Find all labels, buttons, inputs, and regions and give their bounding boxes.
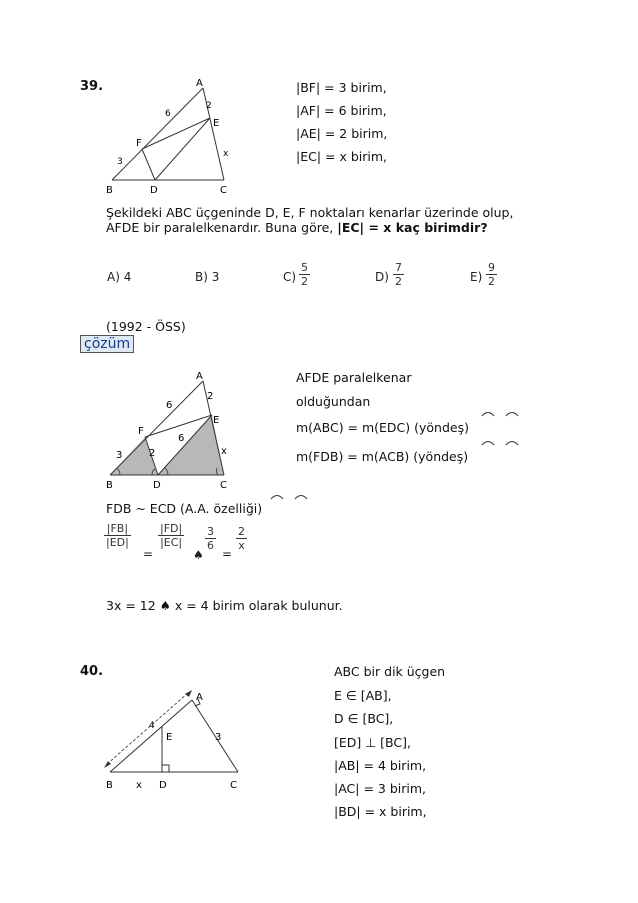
q39-text-question: |EC| = x kaç birimdir? [337, 220, 488, 235]
sol-label-f: F [138, 426, 144, 437]
q39-option-e-num: 9 [488, 261, 495, 274]
q39-source: (1992 - ÖSS) [106, 319, 186, 334]
solution-similarity: FDB ~ ECD (A.A. özelliği) [106, 501, 263, 516]
question-39-number: 39. [80, 79, 104, 94]
q39-option-c-den: 2 [301, 275, 308, 288]
solution-line-2: olduğundan [296, 394, 371, 409]
solution-line-3: m(ABC) = m(EDC) (yöndeş) [296, 420, 469, 435]
q39-option-d-num: 7 [395, 261, 402, 274]
q39-option-e-prefix: E) [470, 270, 483, 284]
solution-figure [100, 365, 250, 491]
q39-option-c-num: 5 [301, 261, 308, 274]
sol-label-c: C [220, 480, 227, 491]
q40-given-5: |AB| = 4 birim, [334, 758, 427, 773]
q39-label-f: F [136, 138, 142, 149]
sol-label-e: E [213, 415, 220, 426]
q39-given-ec: |EC| = x birim, [296, 149, 388, 164]
q40-len-bd: x [136, 780, 142, 791]
q39-label-a: A [196, 78, 203, 89]
q39-text-line2-plain: AFDE bir paralelkenardır. Buna göre, [106, 220, 338, 235]
q39-option-d-fraction [393, 261, 404, 288]
ratio-spade: ♠ [193, 548, 204, 562]
q39-option-e-den: 2 [488, 275, 495, 288]
question-40-number: 40. [80, 664, 104, 679]
cozum-label: çözüm [80, 335, 134, 353]
q40-given-2: E ∈ [AB], [334, 688, 392, 703]
ratio-fd: |FD| [160, 522, 183, 535]
q39-given-bf: |BF| = 3 birim, [296, 80, 387, 95]
ratio-fraction-2 [158, 522, 184, 549]
q40-figure [100, 684, 250, 794]
q40-given-6: |AC| = 3 birim, [334, 781, 426, 796]
q39-option-a: A) 4 [107, 270, 132, 284]
ratio-ed: |ED| [106, 536, 129, 549]
sol-len-ae: 2 [207, 391, 214, 402]
solution-line-1: AFDE paralelkenar [296, 370, 412, 385]
sol-len-ec: x [221, 446, 227, 457]
q40-given-7: |BD| = x birim, [334, 804, 427, 819]
ratio-fraction-4 [236, 525, 247, 552]
q39-label-c: C [220, 185, 227, 196]
q40-label-e: E [166, 732, 173, 743]
q39-given-ae: |AE| = 2 birim, [296, 126, 388, 141]
q39-figure [100, 72, 250, 196]
ratio-fraction-1 [104, 522, 131, 549]
q40-label-a: A [196, 692, 203, 703]
sol-label-a: A [196, 371, 203, 382]
q39-option-c-fraction [299, 261, 310, 288]
q40-label-b: B [106, 780, 113, 791]
q39-option-d-prefix: D) [375, 270, 389, 284]
q39-label-b: B [106, 185, 113, 196]
ratio-x: x [238, 539, 245, 552]
q40-label-d: D [159, 780, 167, 791]
q39-len-ae: 2 [206, 101, 212, 111]
q39-len-bf: 3 [117, 157, 123, 167]
ratio-6: 6 [207, 539, 214, 552]
sol-len-fd: 6 [178, 433, 185, 444]
q40-given-1: ABC bir dik üçgen [334, 664, 446, 679]
q40-label-c: C [230, 780, 237, 791]
q39-option-d-den: 2 [395, 275, 402, 288]
q40-given-4: [ED] ⊥ [BC], [334, 735, 411, 750]
q39-option-e-fraction [486, 261, 497, 288]
angle-hat-marks-1 [480, 408, 528, 418]
q39-option-b: B) 3 [195, 270, 220, 284]
ratio-fraction-3 [205, 525, 216, 552]
q39-option-c-prefix: C) [283, 270, 297, 284]
ratio-fb: |FB| [104, 522, 131, 536]
q39-text-line2 [106, 220, 488, 235]
sol-len-bf: 3 [116, 450, 123, 461]
sol-label-d: D [153, 480, 161, 491]
sol-label-b: B [106, 480, 113, 491]
q39-label-e: E [213, 118, 220, 129]
q39-option-e [470, 270, 482, 284]
angle-hat-marks-3 [269, 491, 317, 501]
q39-label-d: D [150, 185, 158, 196]
q39-given-af: |AF| = 6 birim, [296, 103, 387, 118]
solution-result: 3x = 12 ♠ x = 4 birim olarak bulunur. [106, 598, 343, 613]
angle-hat-marks-2 [480, 437, 528, 447]
solution-line-4: m(FDB) = m(ACB) (yöndeş) [296, 449, 469, 464]
q40-len-ac: 3 [215, 732, 222, 743]
ratio-eq-2: = [222, 547, 233, 561]
ratio-2: 2 [238, 525, 245, 538]
q39-len-af: 6 [165, 109, 171, 119]
sol-len-de: 2 [149, 448, 156, 459]
sol-len-af: 6 [166, 400, 173, 411]
q39-len-ec: x [223, 149, 229, 159]
q39-option-c [283, 270, 296, 284]
ratio-3: 3 [207, 525, 214, 538]
q39-option-d [375, 270, 389, 284]
q40-given-3: D ∈ [BC], [334, 711, 394, 726]
ratio-eq-1: = [143, 547, 154, 561]
ratio-ec: |EC| [160, 536, 183, 549]
q39-text-line1: Şekildeki ABC üçgeninde D, E, F noktaları kenarlar üzerinde olup, [106, 205, 514, 220]
q40-len-ab: 4 [149, 721, 155, 731]
